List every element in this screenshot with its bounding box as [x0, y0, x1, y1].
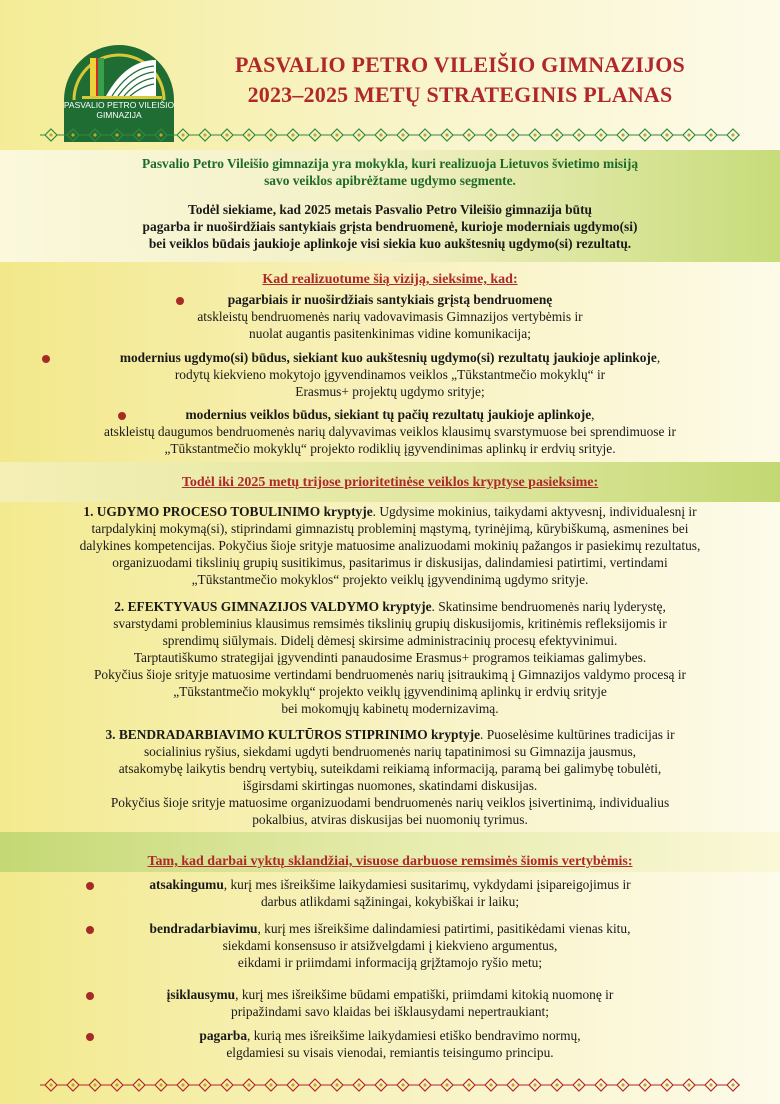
- priority-2-line5: Pokyčius šioje srityje matuosime vertindami bendruomenės narių įsitraukimą į Gimnazijos valdymo procesą ir: [93, 667, 687, 682]
- value-item-2: [20, 920, 760, 971]
- value-2-line2: siekdami konsensuso ir atsižvelgdami į kiekvieno argumentus,: [222, 938, 558, 953]
- goals-heading: Kad realizuotume šią viziją, sieksime, kad:: [262, 272, 518, 287]
- vision-statement: [20, 201, 760, 252]
- value-item-3: [20, 986, 760, 1020]
- priority-3-line2: socialinius ryšius, siekdami ugdyti bendruomenės narių tapatinimosi su Gimnazija jausmus,: [143, 744, 637, 759]
- goal-3-line2: atskleistų daugumos bendruomenės narių dalyvavimas veiklos klausimų svarstymuose bei sprendimuose ir: [104, 424, 676, 439]
- ornament-divider-bottom: [40, 1078, 740, 1092]
- goal-item-1: [20, 291, 760, 342]
- goal-2-suffix: ,: [656, 350, 661, 365]
- priority-3-line3: atsakomybę laikytis bendrų vertybių, suteikdami reikiamą informaciją, paramą bei galimybę tobulėti,: [118, 761, 662, 776]
- mission-line2: savo veiklos apibrėžtame ugdymo segmente.: [264, 173, 516, 188]
- priority-2-line6: „Tūkstantmečio mokyklų“ projekto veiklų įgyvendinimą aplinkų ir erdvių srityje: [173, 684, 607, 699]
- value-item-4: [20, 1027, 760, 1061]
- value-4-line2: elgdamiesi su visais vienodai, remiantis teisingumo principu.: [226, 1045, 554, 1060]
- vision-line2: pagarba ir nuoširdžiais santykiais grįsta bendruomenė, kurioje moderniais ugdymo(si): [142, 219, 638, 234]
- priority-2-line1: . Skatinsime bendruomenės narių lyderystę,: [431, 599, 666, 614]
- priority-2-line2: svarstydami probleminius klausimus remsimės tikslinių grupių diskusijomis, kritinėmis refleksijomis ir: [113, 616, 667, 631]
- value-2-line1: , kurį mes išreikšime dalindamiesi patirtimi, pasitikėdami vienas kitu,: [257, 921, 631, 936]
- goal-3-line3: „Tūkstantmečio mokyklų“ projekto rodiklių įgyvendinimas aplinkų ir erdvių srityje.: [164, 441, 616, 456]
- page-title: [190, 50, 730, 110]
- value-3-line2: pripažindami savo klaidas bei išklausydami nepertraukiant;: [231, 1004, 549, 1019]
- school-logo-icon: [60, 30, 178, 142]
- title-line1: PASVALIO PETRO VILEIŠIO GIMNAZIJOS: [235, 52, 685, 77]
- goal-2-line2: rodytų kiekvieno mokytojo įgyvendinamos veiklos „Tūkstantmečio mokyklų“ ir: [174, 367, 606, 382]
- priority-3-line4: išgirsdami skirtingas nuomones, skatindami diskusijas.: [242, 778, 538, 793]
- priority-1: [20, 503, 760, 588]
- priority-2-line4: Tarptautiškumo strategijai įgyvendinti panaudosime Erasmus+ programos teikiamas galimybes.: [133, 650, 647, 665]
- goal-1-line2: atskleistų bendruomenės narių vadovavimasis Gimnazijos vertybėmis ir: [197, 309, 583, 324]
- value-2-title: bendradarbiavimu: [149, 921, 258, 936]
- goal-3-title: modernius veiklos būdus, siekiant tų pačių rezultatų jaukioje aplinkoje: [185, 407, 592, 422]
- value-item-1: [20, 876, 760, 910]
- value-3-line1: , kurį mes išreikšime būdami empatiški, priimdami kitokią nuomonę ir: [235, 987, 614, 1002]
- priority-2-title: 2. EFEKTYVAUS GIMNAZIJOS VALDYMO kryptyje: [114, 599, 432, 614]
- priority-3-line5: Pokyčius šioje srityje matuosime organizuodami bendruomenės narių veiklos įsivertinimą, individualius: [110, 795, 670, 810]
- priority-3-title: 3. BENDRADARBIAVIMO KULTŪROS STIPRINIMO kryptyje: [105, 727, 481, 742]
- goal-2-line3: Erasmus+ projektų ugdymo srityje;: [295, 384, 485, 399]
- goal-3-suffix: ,: [591, 407, 595, 422]
- goal-1-line3: nuolat augantis pasitenkinimas vidine komunikacija;: [249, 326, 531, 341]
- priority-3: [20, 726, 760, 828]
- title-line2: 2023–2025 METŲ STRATEGINIS PLANAS: [247, 82, 673, 107]
- logo-caption-line1: PASVALIO PETRO VILEIŠIO: [63, 100, 175, 110]
- mission-line1: Pasvalio Petro Vileišio gimnazija yra mokykla, kuri realizuoja Lietuvos švietimo misiją: [141, 156, 639, 171]
- value-4-title: pagarba: [199, 1028, 248, 1043]
- value-2-line3: eikdami ir priimdami informaciją grįžtamojo ryšio metu;: [237, 955, 543, 970]
- priority-1-line2: tarpdalykinį mokymą(si), stiprindami gimnazistų probleminį mąstymą, tyrinėjimą, kūrybiškumą, asmenines bei: [91, 521, 689, 536]
- value-1-line2: darbus atlikdami sąžiningai, kokybiškai ir laiku;: [260, 894, 520, 909]
- vision-line1: Todėl siekiame, kad 2025 metais Pasvalio Petro Vileišio gimnazija būtų: [188, 202, 592, 217]
- priorities-heading: Todėl iki 2025 metų trijose prioritetinėse veiklos kryptyse pasieksime:: [181, 475, 599, 490]
- value-1-line1: , kurį mes išreikšime laikydamiesi susitarimų, vykdydami įsipareigojimus ir: [223, 877, 631, 892]
- goal-item-3: [20, 406, 760, 457]
- goal-1-title: pagarbiais ir nuoširdžiais santykiais grįstą bendruomenę: [227, 292, 553, 307]
- goal-item-2: [20, 349, 760, 400]
- ornament-divider-top: [40, 128, 740, 142]
- priority-3-line1: . Puoselėsime kultūrines tradicijas ir: [480, 727, 675, 742]
- priority-1-line5: „Tūkstantmečio mokyklos“ projekto veiklų įgyvendinimą ugdymo srityje.: [191, 572, 589, 587]
- vision-line3: bei veiklos būdais jaukioje aplinkoje visi siekia kuo aukštesnių ugdymo(si) rezultatų.: [148, 236, 632, 251]
- values-heading: Tam, kad darbai vyktų sklandžiai, visuose darbuose remsimės šiomis vertybėmis:: [147, 854, 633, 869]
- value-3-title: įsiklausymu: [166, 987, 236, 1002]
- priority-1-line1: . Ugdysime mokinius, taikydami aktyvesnį, individualesnį ir: [372, 504, 697, 519]
- value-4-line1: , kurią mes išreikšime laikydamiesi etiško bendravimo normų,: [247, 1028, 581, 1043]
- priority-1-title: 1. UGDYMO PROCESO TOBULINIMO kryptyje: [83, 504, 373, 519]
- logo-caption-line2: GIMNAZIJA: [96, 110, 142, 120]
- priority-2: [20, 598, 760, 717]
- mission-statement: [20, 155, 760, 189]
- logo-caption: [60, 100, 178, 120]
- priority-2-line3: sprendimų siūlymais. Didelį dėmesį skirsime administracinių procesų efektyvinimui.: [162, 633, 618, 648]
- priority-1-line3: dalykines kompetencijas. Pokyčius šioje srityje matuosime analizuodami mokinių pažangos ir pasiekimų rezultatus,: [79, 538, 701, 553]
- value-1-title: atsakingumu: [149, 877, 224, 892]
- priority-2-line7: bei mokomųjų kabinetų modernizavimą.: [281, 701, 499, 716]
- goal-2-title: modernius ugdymo(si) būdus, siekiant kuo aukštesnių ugdymo(si) rezultatų jaukioje aplinkoje: [119, 350, 657, 365]
- priority-3-line6: pokalbius, atviras diskusijas bei nuomonių tyrimus.: [252, 812, 528, 827]
- priority-1-line4: organizuodami tikslinių grupių susitikimus, pasitarimus ir diskusijas, dalindamiesi patirtimi, vertindami: [112, 555, 668, 570]
